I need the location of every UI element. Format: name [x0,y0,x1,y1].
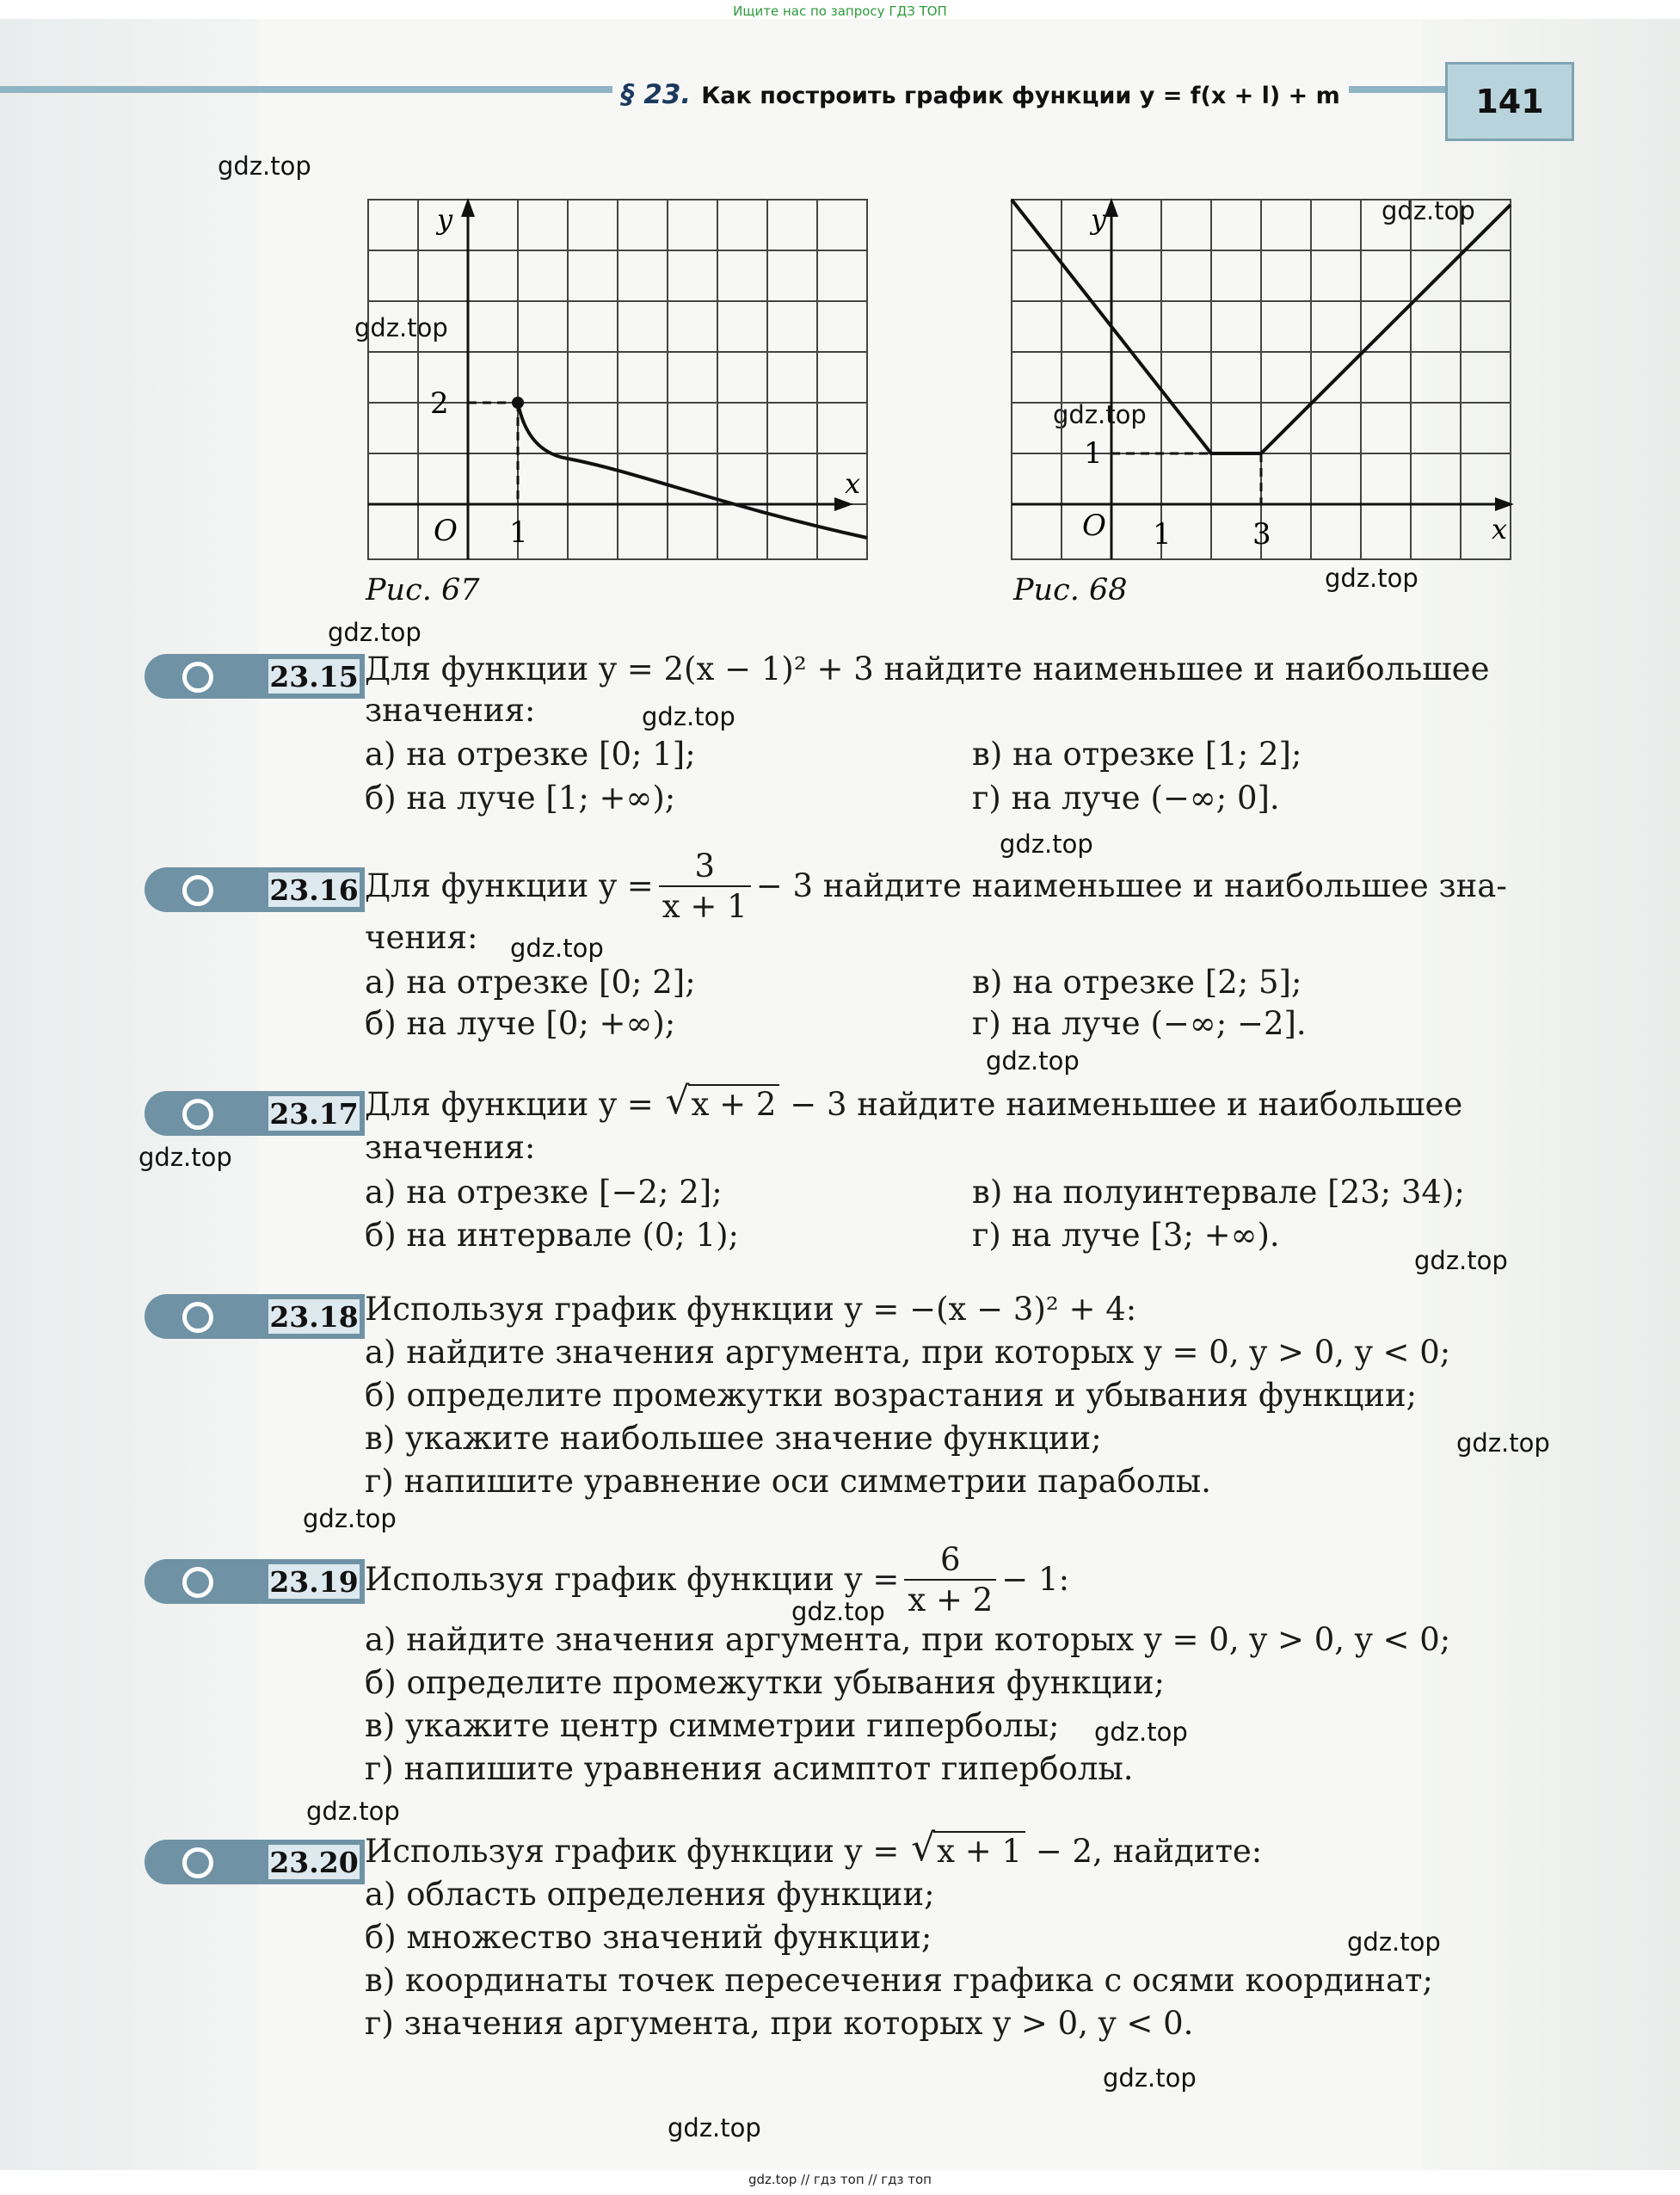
answer-option: б) определите промежутки возрастания и убывания функции; [365,1377,1418,1414]
fraction-denominator: x + 1 [662,888,748,925]
watermark: gdz.top [218,151,311,181]
radicand: x + 2 [688,1084,780,1123]
page-header [612,79,1349,110]
origin-label: O [434,514,458,548]
exercise-badge [145,1091,365,1136]
axis-label-x: x [845,467,861,500]
exercise-number: 23.18 [267,1298,361,1335]
tick-label-x: 3 [1252,517,1271,552]
watermark: gdz.top [1103,2063,1197,2093]
answer-option: а) на отрезке [0; 2]; [365,964,696,1001]
watermark: gdz.top [1325,564,1418,593]
answer-option: г) напишите уравнения асимптот гиперболы. [365,1750,1134,1787]
exercise-text: значения: [365,1129,536,1166]
answer-option: в) координаты точек пересечения графика с осями координат; [365,1962,1433,1999]
fraction [904,1541,996,1619]
axis-label-y: y [1091,203,1107,236]
watermark: gdz.top [354,313,448,342]
exercise-text [365,1084,1462,1125]
answer-option: а) найдите значения аргумента, при которых y = 0, y > 0, y < 0; [365,1621,1451,1658]
circle-icon [182,875,213,906]
answer-option: б) определите промежутки убывания функции; [365,1664,1165,1701]
formula-rest: − 2, найдите: [1035,1833,1263,1870]
exercise-number: 23.20 [267,1843,361,1881]
watermark: gdz.top [510,934,604,963]
answer-option: в) укажите центр симметрии гиперболы; [365,1707,1060,1744]
fraction-numerator: 3 [659,850,751,887]
watermark: gdz.top [138,1143,232,1172]
square-root [911,1831,1025,1872]
tick-label-y: 1 [1084,436,1103,471]
graph-curve-67 [518,403,867,538]
answer-option: а) на отрезке [0; 1]; [365,736,696,773]
watermark: gdz.top [791,1597,885,1626]
circle-icon [182,662,213,693]
watermark: gdz.top [668,2113,761,2143]
exercise-text [365,1831,1262,1872]
exercise-badge [145,867,365,912]
watermark: gdz.top [1094,1717,1188,1747]
tick-label-x: 1 [1153,517,1172,552]
formula-intro: Используя график функции y = [365,1561,900,1598]
formula-intro: Используя график функции y = [365,1833,900,1870]
exercise-badge [145,1559,365,1604]
circle-icon [182,1099,213,1130]
exercise-text: значения: [365,692,536,729]
formula-rest: − 1: [1001,1561,1070,1598]
axes-67 [368,198,853,559]
exercise-badge [145,654,365,699]
fraction-numerator: 6 [904,1544,996,1581]
bottom-note: gdz.top // гдз топ // гдз топ [748,2172,932,2187]
exercise-text: Используя график функции y = −(x − 3)² + 4: [365,1291,1137,1328]
exercise-badge [145,1840,365,1884]
tick-label-y: 2 [430,386,449,421]
answer-option: г) значения аргумента, при которых y > 0, y < 0. [365,2005,1194,2042]
tick-label-x: 1 [509,515,528,550]
page-number: 141 [1445,62,1574,141]
answer-option: г) на луче (−∞; −2]. [972,1005,1307,1042]
watermark: gdz.top [1414,1246,1508,1275]
watermark: gdz.top [1000,829,1093,859]
watermark: gdz.top [1347,1927,1441,1957]
top-note: Ищите нас по запросу ГДЗ ТОП [733,3,947,19]
answer-option: б) на луче [1; +∞); [365,780,676,817]
watermark: gdz.top [303,1504,397,1533]
figure-68 [1005,196,1521,566]
watermark: gdz.top [1382,196,1475,225]
exercise-badge [145,1294,365,1339]
fraction [659,848,751,925]
answer-option: б) на луче [0; +∞); [365,1005,676,1042]
section-number: § 23. [621,79,692,110]
square-root [666,1084,780,1125]
formula-rest: − 3 найдите наименьшее и наибольшее [790,1086,1463,1123]
watermark: gdz.top [328,618,422,647]
answer-option: б) на интервале (0; 1); [365,1217,740,1254]
watermark: gdz.top [1053,400,1147,429]
watermark: gdz.top [642,702,735,731]
formula-rest: − 3 найдите наименьшее и наибольшее зна- [755,867,1507,904]
answer-option: в) укажите наибольшее значение функции; [365,1420,1102,1457]
answer-option: г) напишите уравнение оси симметрии параболы. [365,1463,1211,1500]
fraction-denominator: x + 2 [908,1582,994,1619]
exercise-text: Для функции y = 2(x − 1)² + 3 найдите наименьшее и наибольшее [365,650,1490,687]
answer-option: а) область определения функции; [365,1876,935,1913]
figure-68-caption: Рис. 68 [1013,573,1128,607]
axis-label-y: y [437,203,453,236]
answer-option: г) на луче (−∞; 0]. [972,780,1280,817]
formula-intro: Для функции y = [365,867,654,904]
exercise-number: 23.17 [267,1094,361,1132]
axis-label-x: x [1492,513,1508,546]
watermark: gdz.top [306,1797,400,1826]
circle-icon [182,1847,213,1878]
exercise-number: 23.16 [267,871,361,909]
formula-intro: Для функции y = [365,1086,654,1123]
exercise-text: чения: [365,919,478,956]
origin-label: O [1082,509,1106,543]
exercise-text [365,848,1507,925]
answer-option: а) на отрезке [−2; 2]; [365,1174,723,1211]
answer-option: б) множество значений функции; [365,1919,932,1956]
section-title: Как построить график функции y = f(x + l) + m [701,83,1340,109]
exercise-number: 23.15 [267,657,361,695]
answer-option: в) на отрезке [2; 5]; [972,964,1302,1001]
figure-67 [361,196,877,566]
answer-option: в) на полуинтервале [23; 34); [972,1174,1465,1211]
answer-option: в) на отрезке [1; 2]; [972,736,1302,773]
axes-68 [1012,198,1514,559]
exercise-number: 23.19 [267,1563,361,1600]
radicand: x + 1 [933,1831,1025,1870]
circle-icon [182,1567,213,1598]
answer-option: а) найдите значения аргумента, при которых y = 0, y > 0, y < 0; [365,1334,1451,1371]
watermark: gdz.top [986,1046,1080,1076]
figure-67-caption: Рис. 67 [366,573,480,607]
answer-option: г) на луче [3; +∞). [972,1217,1280,1254]
watermark: gdz.top [1456,1428,1550,1458]
circle-icon [182,1302,213,1333]
exercise-text [365,1541,1070,1619]
